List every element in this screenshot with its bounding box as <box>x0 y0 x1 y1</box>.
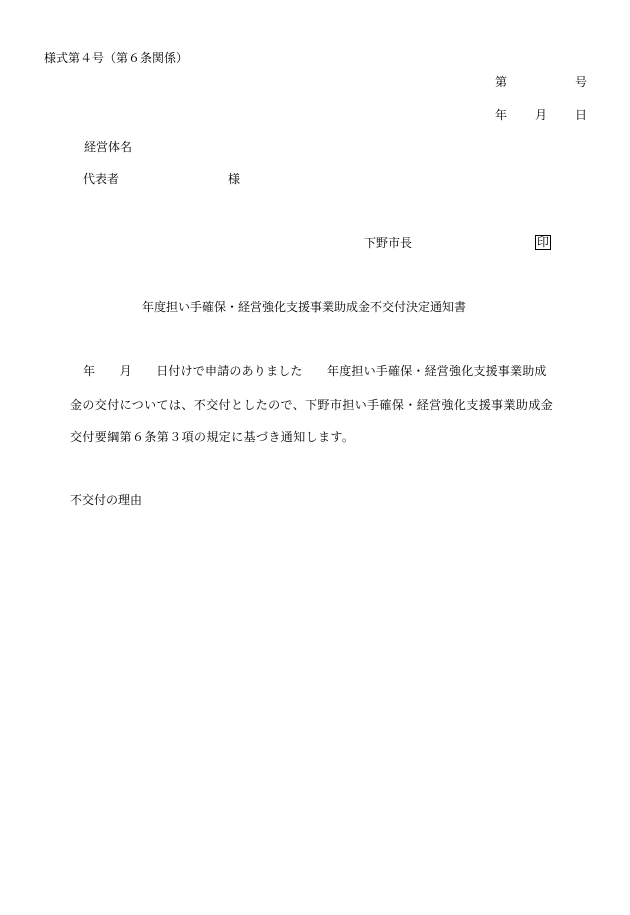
honorific-label: 様 <box>228 172 241 186</box>
business-name-label: 経営体名 <box>84 140 133 154</box>
doc-number-prefix: 第 <box>495 75 508 89</box>
form-number: 様式第４号（第６条関係） <box>44 51 189 65</box>
date-day-label: 日 <box>575 108 588 122</box>
document-title: 年度担い手確保・経営強化支援事業助成金不交付決定通知書 <box>142 300 467 314</box>
seal-mark: 印 <box>537 235 550 249</box>
body-line-2: 金の交付については、不交付としたので、下野市担い手確保・経営強化支援事業助成金 <box>70 398 554 412</box>
issuer-title: 下野市長 <box>364 236 413 250</box>
body-line-3: 交付要綱第６条第３項の規定に基づき通知します。 <box>70 430 355 444</box>
doc-number-suffix: 号 <box>575 75 588 89</box>
representative-label: 代表者 <box>83 172 120 186</box>
date-year-label: 年 <box>495 108 508 122</box>
reason-label: 不交付の理由 <box>70 493 143 507</box>
body-line-1: 年 月 日付けで申請のありました 年度担い手確保・経営強化支援事業助成 <box>83 364 547 378</box>
date-month-label: 月 <box>535 108 548 122</box>
